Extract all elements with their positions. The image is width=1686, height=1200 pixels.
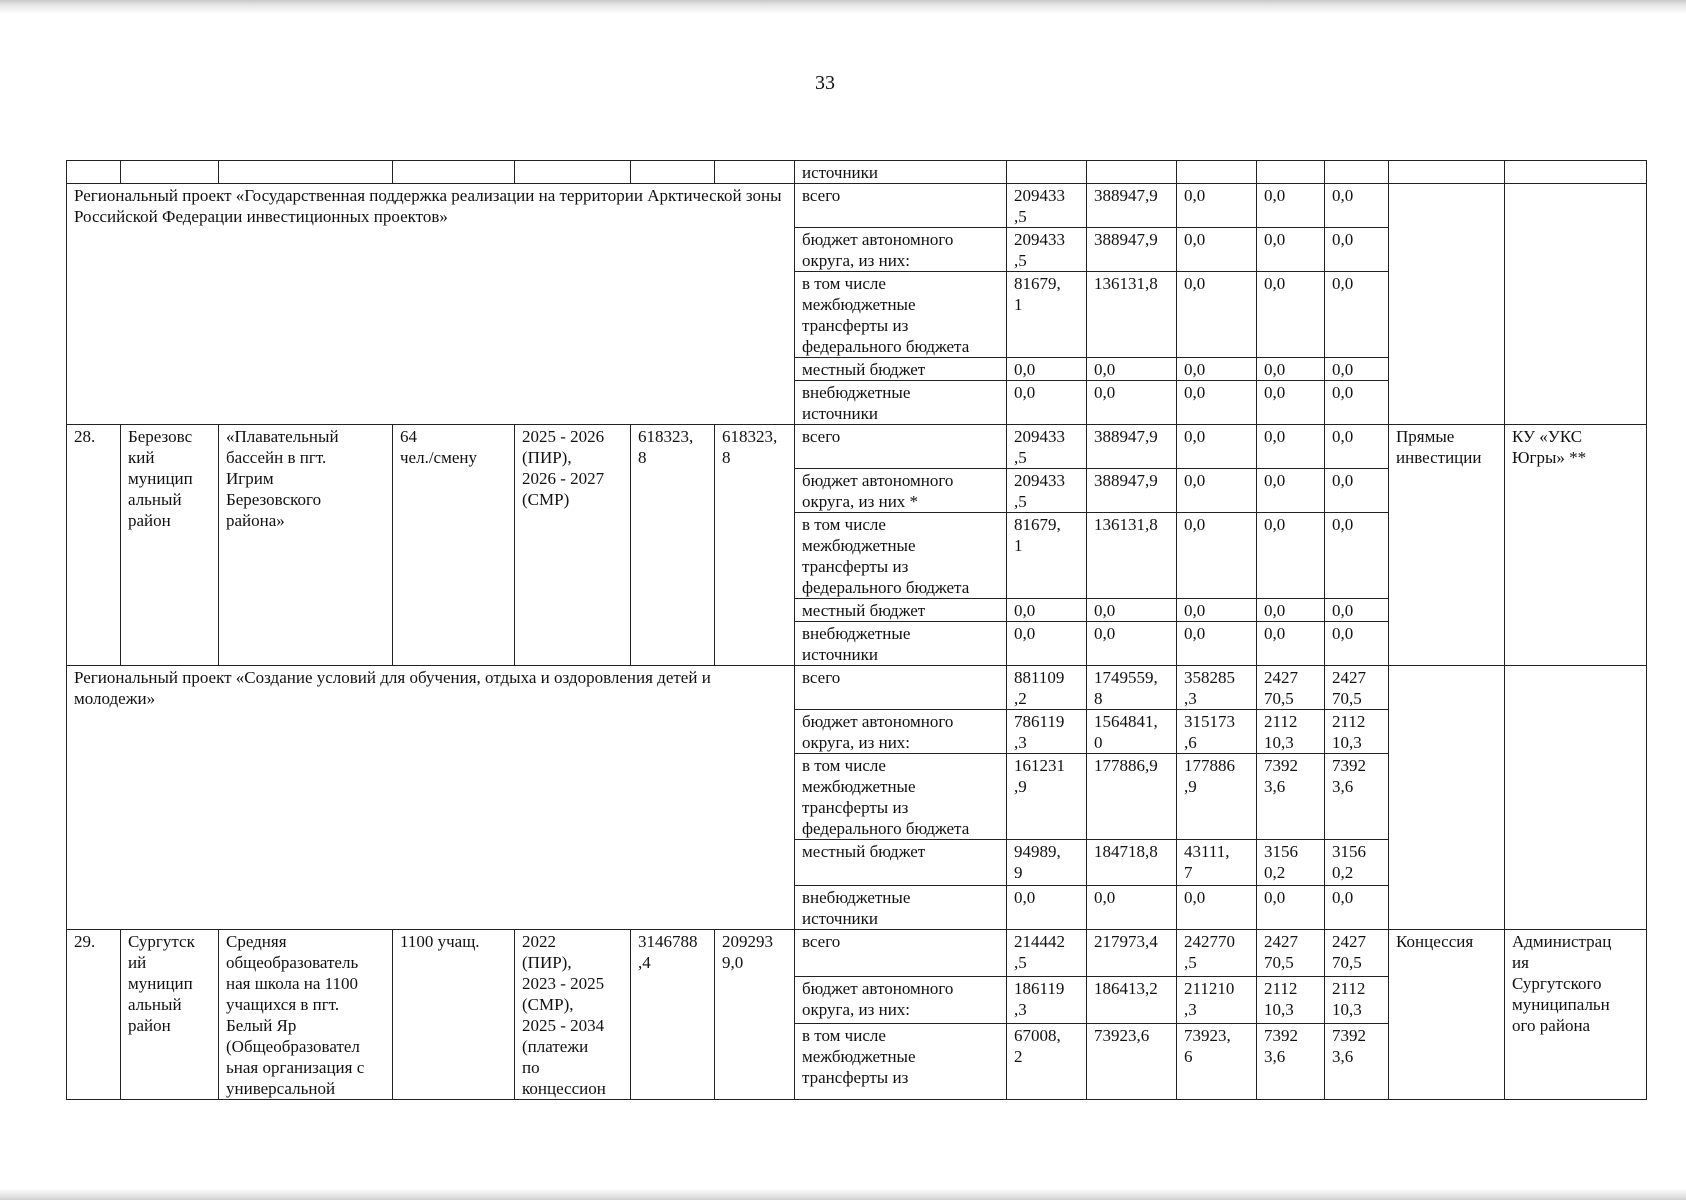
table-cell	[1389, 184, 1505, 425]
value-cell: 184718,8	[1087, 840, 1177, 886]
period: 2025 - 2026 (ПИР), 2026 - 2027 (СМР)	[515, 425, 631, 666]
value-cell: 0,0	[1325, 599, 1389, 622]
table-row	[67, 930, 1647, 977]
value-cell: 209433 ,5	[1007, 184, 1087, 228]
regional-project-title: Региональный проект «Создание условий для обучения, отдыха и оздоровления детей и молодежи»	[67, 666, 795, 930]
value-cell: 0,0	[1007, 886, 1087, 930]
scan-edge-top	[0, 0, 1686, 14]
page-number: 33	[815, 72, 835, 94]
value-cell: 186413,2	[1087, 976, 1177, 1023]
value-cell: 3156 0,2	[1325, 840, 1389, 886]
value-cell: 2427 70,5	[1325, 930, 1389, 977]
value-cell: 2112 10,3	[1325, 710, 1389, 754]
value-cell: 2112 10,3	[1325, 976, 1389, 1023]
value-cell: 0,0	[1177, 886, 1257, 930]
period: 2022 (ПИР), 2023 - 2025 (СМР), 2025 - 2034 (платежи по концессион	[515, 930, 631, 1100]
value-cell: 209433 ,5	[1007, 425, 1087, 469]
value-cell: 217973,4	[1087, 930, 1177, 977]
value-cell: 0,0	[1257, 886, 1325, 930]
value-cell: 0,0	[1325, 358, 1389, 381]
value-cell: 0,0	[1325, 228, 1389, 272]
value-cell: 0,0	[1257, 358, 1325, 381]
value-cell	[1007, 161, 1087, 184]
source-label: бюджет автономного округа, из них:	[795, 976, 1007, 1023]
value-cell: 81679, 1	[1007, 272, 1087, 358]
value-cell: 94989, 9	[1007, 840, 1087, 886]
value-cell: 0,0	[1177, 622, 1257, 666]
table-cell	[1505, 184, 1647, 425]
value-cell: 0,0	[1257, 272, 1325, 358]
value-cell: 43111, 7	[1177, 840, 1257, 886]
value-cell: 0,0	[1087, 599, 1177, 622]
investment-mechanism: Концессия	[1389, 930, 1505, 1100]
value-cell: 214442 ,5	[1007, 930, 1087, 977]
value-cell: 0,0	[1087, 381, 1177, 425]
value-cell: 388947,9	[1087, 469, 1177, 513]
value-cell: 2112 10,3	[1257, 976, 1325, 1023]
value-cell: 0,0	[1257, 381, 1325, 425]
value-cell: 0,0	[1325, 622, 1389, 666]
value-cell: 0,0	[1007, 358, 1087, 381]
table-cell	[1505, 161, 1647, 184]
value-cell: 7392 3,6	[1257, 1023, 1325, 1100]
table-cell	[67, 161, 121, 184]
value-cell: 0,0	[1177, 272, 1257, 358]
value-cell: 0,0	[1257, 228, 1325, 272]
value-cell: 209433 ,5	[1007, 469, 1087, 513]
remaining-cost: 618323, 8	[715, 425, 795, 666]
table-cell	[219, 161, 393, 184]
value-cell: 0,0	[1087, 622, 1177, 666]
value-cell: 0,0	[1325, 184, 1389, 228]
value-cell: 0,0	[1325, 469, 1389, 513]
total-cost: 3146788 ,4	[631, 930, 715, 1100]
value-cell: 0,0	[1325, 425, 1389, 469]
value-cell: 786119 ,3	[1007, 710, 1087, 754]
value-cell: 161231 ,9	[1007, 754, 1087, 840]
value-cell: 2427 70,5	[1257, 930, 1325, 977]
value-cell	[1087, 161, 1177, 184]
value-cell	[1325, 161, 1389, 184]
value-cell: 0,0	[1177, 381, 1257, 425]
value-cell: 0,0	[1325, 886, 1389, 930]
value-cell: 0,0	[1177, 469, 1257, 513]
value-cell: 0,0	[1257, 184, 1325, 228]
value-cell: 7392 3,6	[1325, 754, 1389, 840]
source-label: внебюджетные источники	[795, 381, 1007, 425]
source-label: всего	[795, 425, 1007, 469]
value-cell: 0,0	[1177, 228, 1257, 272]
value-cell: 881109 ,2	[1007, 666, 1087, 710]
value-cell: 0,0	[1177, 599, 1257, 622]
table-cell	[121, 161, 219, 184]
value-cell: 0,0	[1257, 513, 1325, 599]
value-cell: 136131,8	[1087, 272, 1177, 358]
scan-edge-bottom	[0, 1188, 1686, 1200]
source-label: всего	[795, 930, 1007, 977]
value-cell: 0,0	[1257, 425, 1325, 469]
source-label: в том числе межбюджетные трансферты из федерального бюджета	[795, 513, 1007, 599]
municipality: Сургутск ий муницип альный район	[121, 930, 219, 1100]
table-row	[67, 666, 1647, 710]
value-cell: 2112 10,3	[1257, 710, 1325, 754]
value-cell: 136131,8	[1087, 513, 1177, 599]
value-cell: 7392 3,6	[1325, 1023, 1389, 1100]
regional-project-title: Региональный проект «Государственная поддержка реализации на территории Арктической зоны Российской Федерации инвестиционных проектов»	[67, 184, 795, 425]
customer: Администрац ия Сургутского муниципальн ого района	[1505, 930, 1647, 1100]
value-cell: 0,0	[1087, 358, 1177, 381]
source-label: в том числе межбюджетные трансферты из федерального бюджета	[795, 754, 1007, 840]
table-cell	[1389, 161, 1505, 184]
source-label: всего	[795, 184, 1007, 228]
value-cell: 7392 3,6	[1257, 754, 1325, 840]
value-cell: 2427 70,5	[1325, 666, 1389, 710]
value-cell: 186119 ,3	[1007, 976, 1087, 1023]
value-cell: 0,0	[1177, 184, 1257, 228]
source-label: бюджет автономного округа, из них *	[795, 469, 1007, 513]
table-cell	[1389, 666, 1505, 930]
value-cell: 81679, 1	[1007, 513, 1087, 599]
investment-table	[66, 160, 1647, 1100]
value-cell: 358285 ,3	[1177, 666, 1257, 710]
value-cell: 0,0	[1257, 599, 1325, 622]
remaining-cost: 209293 9,0	[715, 930, 795, 1100]
source-label: в том числе межбюджетные трансферты из федерального бюджета	[795, 272, 1007, 358]
row-number: 29.	[67, 930, 121, 1100]
value-cell: 0,0	[1325, 513, 1389, 599]
value-cell: 2427 70,5	[1257, 666, 1325, 710]
customer: КУ «УКС Югры» **	[1505, 425, 1647, 666]
value-cell	[1257, 161, 1325, 184]
value-cell: 0,0	[1257, 469, 1325, 513]
value-cell: 73923, 6	[1177, 1023, 1257, 1100]
value-cell: 0,0	[1007, 622, 1087, 666]
value-cell: 315173 ,6	[1177, 710, 1257, 754]
value-cell: 388947,9	[1087, 228, 1177, 272]
value-cell: 0,0	[1177, 513, 1257, 599]
value-cell: 1749559, 8	[1087, 666, 1177, 710]
table-cell	[631, 161, 715, 184]
value-cell: 388947,9	[1087, 184, 1177, 228]
value-cell: 73923,6	[1087, 1023, 1177, 1100]
table-row	[67, 425, 1647, 469]
value-cell: 67008, 2	[1007, 1023, 1087, 1100]
value-cell: 3156 0,2	[1257, 840, 1325, 886]
capacity: 64 чел./смену	[393, 425, 515, 666]
value-cell: 0,0	[1007, 599, 1087, 622]
value-cell: 0,0	[1325, 381, 1389, 425]
table-cell	[515, 161, 631, 184]
source-label: внебюджетные источники	[795, 622, 1007, 666]
table-row	[67, 184, 1647, 228]
value-cell: 242770 ,5	[1177, 930, 1257, 977]
source-label: внебюджетные источники	[795, 886, 1007, 930]
value-cell: 0,0	[1007, 381, 1087, 425]
table-row	[67, 161, 1647, 184]
value-cell: 1564841, 0	[1087, 710, 1177, 754]
source-label: источники	[795, 161, 1007, 184]
value-cell: 0,0	[1257, 622, 1325, 666]
object-name: Средняя общеобразователь ная школа на 1100 учащихся в пгт. Белый Яр (Общеобразовател ьная организация с универсальной	[219, 930, 393, 1100]
source-label: местный бюджет	[795, 358, 1007, 381]
source-label: в том числе межбюджетные трансферты из	[795, 1023, 1007, 1100]
table-cell	[393, 161, 515, 184]
object-name: «Плавательный бассейн в пгт. Игрим Березовского района»	[219, 425, 393, 666]
value-cell	[1177, 161, 1257, 184]
value-cell: 177886 ,9	[1177, 754, 1257, 840]
table-cell	[715, 161, 795, 184]
source-label: местный бюджет	[795, 599, 1007, 622]
table-cell	[1505, 666, 1647, 930]
value-cell: 0,0	[1177, 358, 1257, 381]
value-cell: 388947,9	[1087, 425, 1177, 469]
source-label: бюджет автономного округа, из них:	[795, 710, 1007, 754]
value-cell: 209433 ,5	[1007, 228, 1087, 272]
row-number: 28.	[67, 425, 121, 666]
total-cost: 618323, 8	[631, 425, 715, 666]
source-label: бюджет автономного округа, из них:	[795, 228, 1007, 272]
value-cell: 0,0	[1325, 272, 1389, 358]
source-label: местный бюджет	[795, 840, 1007, 886]
value-cell: 177886,9	[1087, 754, 1177, 840]
capacity: 1100 учащ.	[393, 930, 515, 1100]
value-cell: 211210 ,3	[1177, 976, 1257, 1023]
source-label: всего	[795, 666, 1007, 710]
investment-mechanism: Прямые инвестиции	[1389, 425, 1505, 666]
value-cell: 0,0	[1177, 425, 1257, 469]
municipality: Березовс кий муницип альный район	[121, 425, 219, 666]
value-cell: 0,0	[1087, 886, 1177, 930]
